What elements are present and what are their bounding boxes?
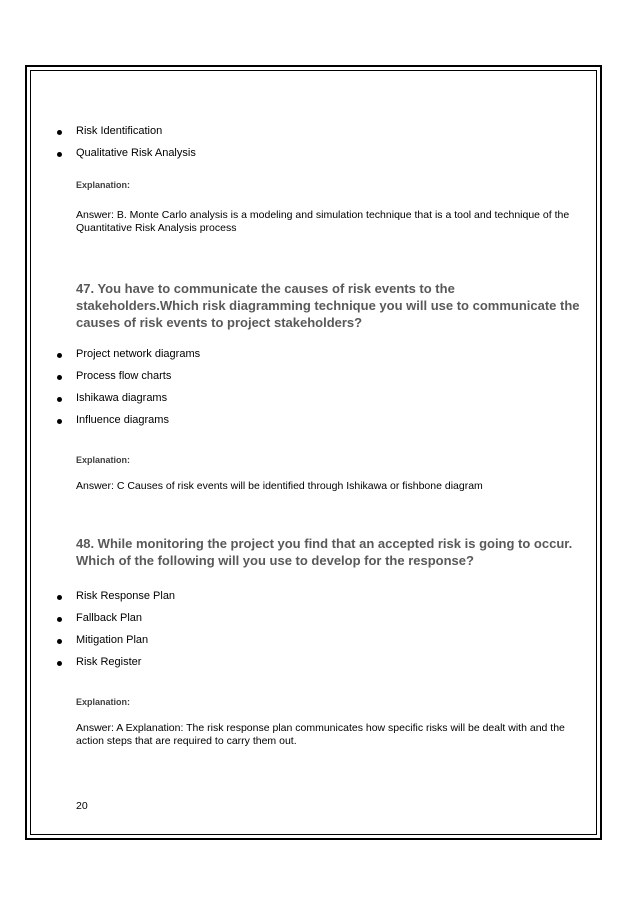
option-text: Ishikawa diagrams [76, 392, 168, 404]
option-text: Risk Response Plan [76, 590, 176, 602]
option-text: Influence diagrams [76, 414, 169, 426]
bullet-icon [57, 617, 62, 622]
option-text: Fallback Plan [76, 612, 143, 624]
explanation-label: Explanation: [76, 455, 131, 465]
bullet-icon [57, 353, 62, 358]
bullet-icon [57, 661, 62, 666]
answer-text: Answer: C Causes of risk events will be identified through Ishikawa or fishbone diagram [76, 480, 483, 492]
option-text: Project network diagrams [76, 348, 201, 360]
explanation-label: Explanation: [76, 697, 131, 707]
answer-text: Answer: B. Monte Carlo analysis is a modeling and simulation technique that is a tool and technique of the Quantitative Risk Analysis process [76, 209, 570, 234]
bullet-icon [57, 639, 62, 644]
option-text: Qualitative Risk Analysis [76, 147, 196, 159]
answer-text: Answer: A Explanation: The risk response plan communicates how specific risks will be dealt with and the action steps that are required to carry them out. [76, 722, 565, 747]
option-text: Mitigation Plan [76, 634, 149, 646]
page-number: 20 [76, 800, 88, 812]
bullet-icon [57, 130, 62, 135]
explanation-label: Explanation: [76, 180, 131, 190]
bullet-icon [57, 375, 62, 380]
question-heading: 47. You have to communicate the causes of risk events to the stakeholders.Which risk diagramming technique you will use to communicate the causes of risk events to project stakeholders? [76, 281, 580, 330]
option-text: Process flow charts [76, 370, 172, 382]
option-text: Risk Register [76, 656, 142, 668]
bullet-icon [57, 152, 62, 157]
bullet-icon [57, 419, 62, 424]
option-text: Risk Identification [76, 125, 163, 137]
bullet-icon [57, 397, 62, 402]
bullet-icon [57, 595, 62, 600]
question-heading: 48. While monitoring the project you find that an accepted risk is going to occur. Which of the following will you use to develop for the response? [76, 536, 573, 568]
